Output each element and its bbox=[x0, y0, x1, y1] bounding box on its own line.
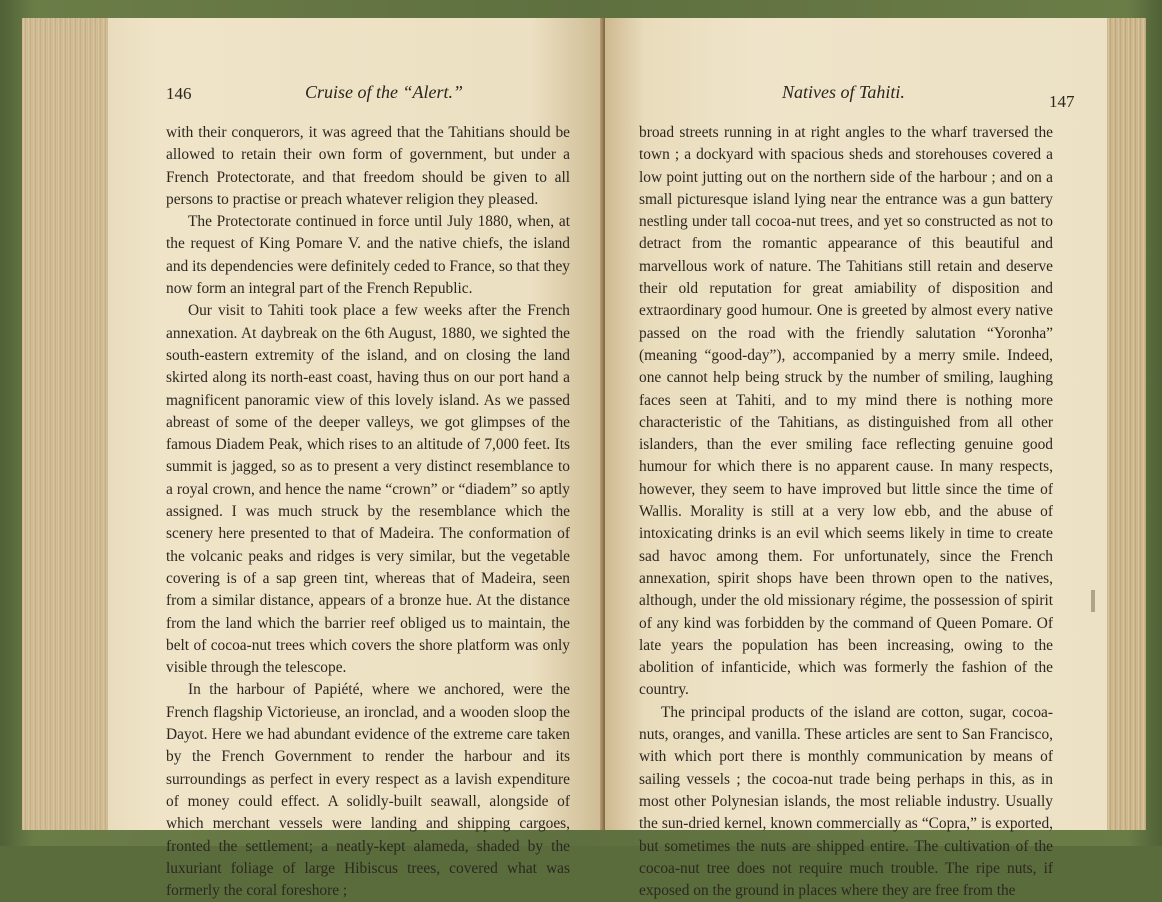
right-page-body bbox=[639, 122, 1053, 902]
margin-mark bbox=[1091, 590, 1095, 612]
paragraph: The principal products of the island are cotton, sugar, cocoa-nuts, oranges, and vanilla. These articles are sent to San Francisco, with which port there is monthly communication by means of sailing vessels ; the cocoa-nut trade being perhaps in this, as in most other Polynesian islands, the most reliable industry. Usually the sun-dried kernel, known commercially as “Copra,” is exported, but sometimes the nuts are shipped entire. The cultivation of the cocoa-nut tree does not require much trouble. The ripe nuts, if exposed on the ground in places where they are free from the bbox=[639, 703, 1053, 900]
right-page-number: 147 bbox=[1049, 92, 1075, 111]
right-page-edges bbox=[1106, 18, 1146, 830]
left-page-edges bbox=[22, 18, 112, 830]
paragraph: Our visit to Tahiti took place a few weeks after the French annexation. At daybreak on the 6th August, 1880, we sighted the south-eastern extremity of the island, and on closing the land skirted along its north-east coast, having thus on our port hand a magnificent panoramic view of this lovely island. As we passed abreast of some of the deeper valleys, we got glimpses of the famous Diadem Peak, which rises to an altitude of 7,000 feet. Its summit is jagged, so as to present a very distinct resemblance to a royal crown, and hence the name “crown” or “diadem” so aptly assigned. I was much struck by the resemblance which the scenery here presented to that of Madeira. The conformation of the volcanic peaks and ridges is very similar, but the vegetable covering is of a sap green tint, whereas that of Madeira, seen from a similar distance, appears of a bronze hue. At the distance from the land which the barrier reef obliged us to maintain, the belt of cocoa-nut trees which covers the shore platform was only visible through the telescope. bbox=[166, 302, 570, 677]
paragraph: with their conquerors, it was agreed that the Tahitians should be allowed to retain their own form of government, but under a French Protectorate, and that freedom should be given to all persons to practise or preach whatever religion they pleased. bbox=[166, 124, 570, 208]
left-page bbox=[108, 18, 605, 900]
open-book bbox=[22, 18, 1146, 900]
left-page-number: 146 bbox=[166, 84, 192, 103]
right-page bbox=[605, 18, 1107, 900]
paragraph: In the harbour of Papiété, where we anchored, were the French flagship Victorieuse, an ironclad, and a wooden sloop the Dayot. Here we had abundant evidence of the extreme care taken by the French Government to render the harbour and its surroundings as perfect in every respect as a lavish expenditure of money could effect. A solidly-built seawall, alongside of which merchant vessels were landing and shipping cargoes, fronted the settlement; a neatly-kept alameda, shaded by the luxuriant foliage of large Hibiscus trees, covered what was formerly the coral foreshore ; bbox=[166, 681, 570, 900]
paragraph: The Protectorate continued in force until July 1880, when, at the request of King Pomare V. and the native chiefs, the island and its dependencies were definitely ceded to France, so that they now form an integral part of the French Republic. bbox=[166, 213, 570, 298]
right-page-header bbox=[605, 82, 1107, 111]
right-running-head: Natives of Tahiti. bbox=[782, 82, 905, 102]
left-running-head: Cruise of the “Alert.” bbox=[305, 82, 464, 102]
left-page-header bbox=[108, 84, 605, 108]
left-page-body bbox=[166, 122, 570, 902]
paragraph: broad streets running in at right angles to the wharf traversed the town ; a dockyard with spacious sheds and storehouses covered a low point jutting out on the northern side of the harbour ; and on a small picturesque island lying near the entrance was a gun battery nestling under tall cocoa-nut trees, and yet so constructed as not to detract from the romantic appearance of this beautiful and marvellous work of nature. The Tahitians still retain and deserve their old reputation for great amiability of disposition and extraordinary good humour. One is greeted by almost every native passed on the road with the friendly salutation “Yoronha” (meaning “good-day”), accompanied by a merry smile. Indeed, one cannot help being struck by the number of smiling, laughing faces seen at Tahiti, and to my mind there is nothing more characteristic of the Tahitians, as distinguished from all other islanders, than the ever smiling face reflecting genuine good humour for which there is no apparent cause. In many respects, however, they seem to have improved but little since the time of Wallis. Morality is still at a very low ebb, and the abuse of intoxicating drinks is an evil which seems likely in time to create sad havoc among them. For unfortunately, since the French annexation, spirit shops have been thrown open to the natives, although, under the old missionary régime, the possession of spirit of any kind was forbidden by the command of Queen Pomare. Of late years the population has been increasing, owing to the abolition of infanticide, which was formerly the fashion of the country. bbox=[639, 124, 1053, 699]
